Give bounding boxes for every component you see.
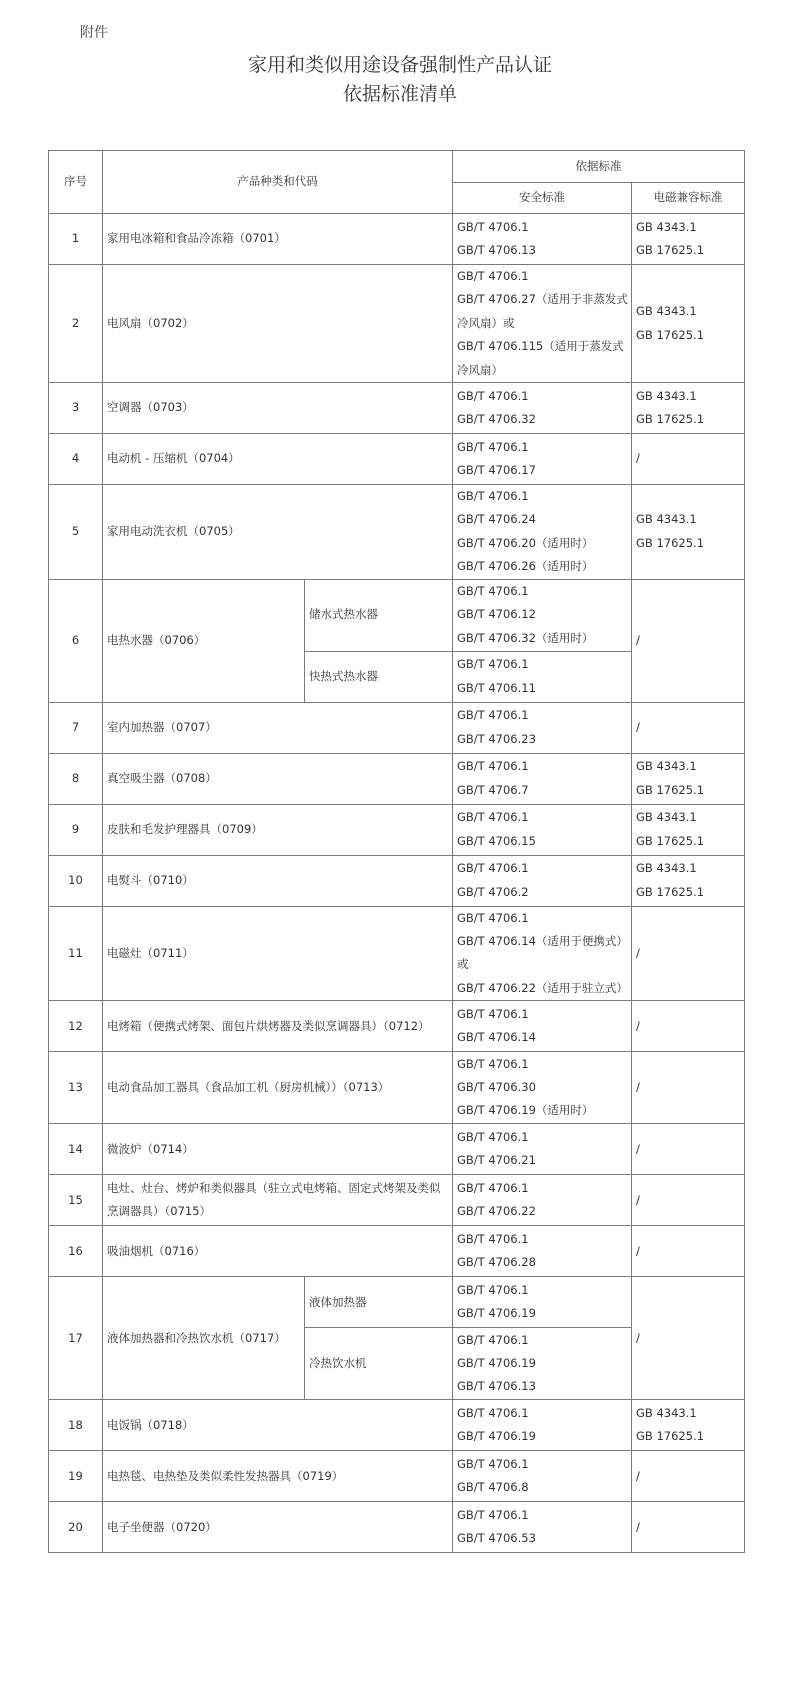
safety-standard: GB/T 4706.115（适用于蒸发式 [457,339,624,354]
product-name: 电烤箱（便携式烤架、面包片烘烤器及类似烹调器具）（0712） [103,1001,453,1052]
row-number: 10 [49,855,103,906]
safety-standard: GB/T 4706.30 [457,1080,536,1095]
safety-standards [453,1124,632,1175]
safety-standard: GB/T 4706.26（适用时） [457,559,594,574]
product-name: 真空吸尘器（0708） [103,753,453,804]
safety-standard: GB/T 4706.1 [457,810,529,825]
table-row [49,1052,745,1124]
product-name: 电热毯、电热垫及类似柔性发热器具（0719） [103,1451,453,1502]
emc-standard: / [636,451,640,466]
header-basis: 依据标准 [453,151,745,183]
safety-standards [453,651,632,702]
product-name: 室内加热器（0707） [103,702,453,753]
safety-standard: GB/T 4706.1 [457,439,529,454]
emc-standard: GB 4343.1 [636,1405,697,1420]
attachment-label: 附件 [80,25,108,41]
safety-standard: GB/T 4706.2 [457,884,529,899]
product-name: 家用电冰箱和食品冷冻箱（0701） [103,214,453,265]
table-row [49,1451,745,1502]
table-row [49,1226,745,1277]
emc-standard: / [636,1330,640,1345]
emc-standards [632,1001,745,1052]
safety-standard: GB/T 4706.19 [457,1429,536,1444]
safety-standard: GB/T 4706.1 [457,1180,529,1195]
table-row [49,485,745,580]
emc-standards [632,804,745,855]
table-row [49,1001,745,1052]
safety-standard: GB/T 4706.14（适用于便携式） [457,934,628,949]
header-product: 产品种类和代码 [103,151,453,214]
row-number: 8 [49,753,103,804]
safety-standard: GB/T 4706.24 [457,512,536,527]
safety-standard: GB/T 4706.1 [457,1507,529,1522]
safety-standard: 冷风扇）或 [457,315,515,330]
emc-standards [632,702,745,753]
product-name: 液体加热器和冷热饮水机（0717） [103,1277,305,1400]
product-name: 电风扇（0702） [103,265,453,383]
safety-standard: 或 [457,957,469,972]
safety-standard: GB/T 4706.1 [457,489,529,504]
row-number: 6 [49,579,103,702]
safety-standard: GB/T 4706.53 [457,1531,536,1546]
table-row [49,753,745,804]
page-subtitle: 依据标准清单 [342,83,457,105]
safety-standards [453,753,632,804]
emc-standards [632,383,745,434]
emc-standard: / [636,1080,640,1095]
safety-standards [453,855,632,906]
product-subtype: 液体加热器 [305,1277,453,1328]
safety-standard: GB/T 4706.28 [457,1255,536,1270]
emc-standard: GB 4343.1 [636,861,697,876]
table-row [49,434,745,485]
row-number: 18 [49,1400,103,1451]
safety-standards [453,1451,632,1502]
safety-standard: GB/T 4706.11 [457,680,536,695]
row-number: 12 [49,1001,103,1052]
safety-standards [453,1502,632,1553]
product-name: 电饭锅（0718） [103,1400,453,1451]
emc-standards [632,434,745,485]
product-name: 电动机 - 压缩机（0704） [103,434,453,485]
table-row [49,906,745,1001]
row-number: 3 [49,383,103,434]
emc-standards [632,1226,745,1277]
table-row [49,1277,745,1328]
row-number: 7 [49,702,103,753]
product-subtype: 快热式热水器 [305,651,453,702]
safety-standard: GB/T 4706.1 [457,1282,529,1297]
table-row [49,855,745,906]
product-name: 微波炉（0714） [103,1124,453,1175]
emc-standard: / [636,945,640,960]
safety-standards [453,1175,632,1226]
emc-standards [632,753,745,804]
safety-standard: GB/T 4706.1 [457,388,529,403]
safety-standard: GB/T 4706.8 [457,1480,529,1495]
row-number: 1 [49,214,103,265]
safety-standard: GB/T 4706.15 [457,833,536,848]
safety-standard: GB/T 4706.22（适用于驻立式） [457,980,628,995]
table-row [49,579,745,651]
safety-standards [453,265,632,383]
safety-standard: GB/T 4706.19（适用时） [457,1103,594,1118]
safety-standard: GB/T 4706.1 [457,759,529,774]
safety-standard: GB/T 4706.13 [457,243,536,257]
emc-standard: GB 4343.1 [636,388,697,403]
row-number: 4 [49,434,103,485]
emc-standard: GB 4343.1 [636,810,697,825]
emc-standards [632,1451,745,1502]
row-number: 15 [49,1175,103,1226]
page-title: 家用和类似用途设备强制性产品认证 [247,54,552,76]
safety-standard: GB/T 4706.27（适用于非蒸发式 [457,292,628,307]
standards-table [48,150,745,1553]
product-name: 电热水器（0706） [103,579,305,702]
emc-standard: / [636,1468,640,1483]
emc-standard: GB 4343.1 [636,512,697,527]
product-name: 家用电动洗衣机（0705） [103,485,453,580]
emc-standard: GB 17625.1 [636,1429,705,1444]
table-row [49,265,745,383]
safety-standards [453,579,632,651]
safety-standard: GB/T 4706.14 [457,1030,536,1045]
safety-standard: GB/T 4706.32（适用时） [457,630,594,645]
emc-standard: GB 17625.1 [636,535,705,550]
table-row [49,1175,745,1226]
emc-standards [632,579,745,702]
safety-standards [453,1328,632,1400]
emc-standards [632,1052,745,1124]
row-number: 20 [49,1502,103,1553]
safety-standard: GB/T 4706.1 [457,1456,529,1471]
safety-standard: GB/T 4706.1 [457,1405,529,1420]
row-number: 19 [49,1451,103,1502]
safety-standard: GB/T 4706.1 [457,1231,529,1246]
safety-standard: GB/T 4706.32 [457,412,536,427]
emc-standard: / [636,1141,640,1156]
safety-standard: GB/T 4706.12 [457,607,536,622]
safety-standard: GB/T 4706.1 [457,584,529,599]
safety-standard: GB/T 4706.23 [457,731,536,746]
safety-standards [453,383,632,434]
row-number: 11 [49,906,103,1001]
safety-standard: GB/T 4706.22 [457,1204,536,1219]
emc-standards [632,485,745,580]
header-no: 序号 [49,151,103,214]
emc-standards [632,214,745,265]
safety-standard: GB/T 4706.1 [457,1332,529,1347]
row-number: 16 [49,1226,103,1277]
safety-standards [453,702,632,753]
product-name: 电磁灶（0711） [103,906,453,1001]
product-name: 电熨斗（0710） [103,855,453,906]
emc-standard: GB 4343.1 [636,219,697,234]
row-number: 2 [49,265,103,383]
emc-standards [632,1277,745,1400]
safety-standard: 冷风扇） [457,362,503,377]
safety-standard: GB/T 4706.1 [457,269,529,283]
safety-standard: GB/T 4706.1 [457,657,529,672]
row-number: 14 [49,1124,103,1175]
safety-standard: GB/T 4706.1 [457,1129,529,1144]
header-safety: 安全标准 [453,183,632,214]
safety-standard: GB/T 4706.7 [457,782,529,797]
product-subtype: 储水式热水器 [305,579,453,651]
product-name: 吸油烟机（0716） [103,1226,453,1277]
safety-standard: GB/T 4706.1 [457,1006,529,1021]
safety-standard: GB/T 4706.1 [457,219,529,234]
emc-standard: GB 17625.1 [636,327,705,342]
emc-standards [632,1175,745,1226]
emc-standard: GB 17625.1 [636,243,705,257]
table-row [49,1124,745,1175]
product-name: 皮肤和毛发护理器具（0709） [103,804,453,855]
safety-standards [453,1277,632,1328]
product-name: 电动食品加工器具（食品加工机（厨房机械））（0713） [103,1052,453,1124]
emc-standard: / [636,1243,640,1258]
safety-standard: GB/T 4706.1 [457,1056,529,1071]
safety-standards [453,1052,632,1124]
emc-standards [632,265,745,383]
product-name: 电子坐便器（0720） [103,1502,453,1553]
safety-standard: GB/T 4706.19 [457,1306,536,1321]
safety-standard: GB/T 4706.21 [457,1153,536,1168]
safety-standards [453,1001,632,1052]
table-row [49,383,745,434]
table-row [49,1502,745,1553]
safety-standard: GB/T 4706.20（适用时） [457,535,594,550]
emc-standard: / [636,1519,640,1534]
emc-standards [632,1502,745,1553]
safety-standards [453,1226,632,1277]
product-name: 空调器（0703） [103,383,453,434]
emc-standard: GB 4343.1 [636,304,697,319]
safety-standard: GB/T 4706.13 [457,1379,536,1394]
safety-standards [453,485,632,580]
safety-standard: GB/T 4706.1 [457,708,529,723]
safety-standards [453,804,632,855]
header-emc: 电磁兼容标准 [632,183,745,214]
safety-standard: GB/T 4706.17 [457,463,536,478]
safety-standard: GB/T 4706.1 [457,861,529,876]
safety-standards [453,906,632,1001]
row-number: 5 [49,485,103,580]
safety-standard: GB/T 4706.1 [457,910,529,925]
row-number: 17 [49,1277,103,1400]
safety-standards [453,434,632,485]
table-row [49,804,745,855]
table-row [49,702,745,753]
row-number: 13 [49,1052,103,1124]
emc-standard: GB 17625.1 [636,884,705,899]
table-row [49,1400,745,1451]
emc-standard: GB 4343.1 [636,759,697,774]
emc-standards [632,1124,745,1175]
product-subtype: 冷热饮水机 [305,1328,453,1400]
product-name: 电灶、灶台、烤炉和类似器具（驻立式电烤箱、固定式烤架及类似烹调器具）（0715） [103,1175,453,1226]
emc-standard: GB 17625.1 [636,412,705,427]
emc-standards [632,1400,745,1451]
emc-standards [632,855,745,906]
safety-standards [453,214,632,265]
emc-standard: / [636,1192,640,1207]
emc-standard: / [636,719,640,734]
emc-standards [632,906,745,1001]
emc-standard: GB 17625.1 [636,782,705,797]
row-number: 9 [49,804,103,855]
emc-standard: / [636,632,640,647]
emc-standard: / [636,1018,640,1033]
safety-standard: GB/T 4706.19 [457,1356,536,1371]
table-row [49,214,745,265]
emc-standard: GB 17625.1 [636,833,705,848]
safety-standards [453,1400,632,1451]
